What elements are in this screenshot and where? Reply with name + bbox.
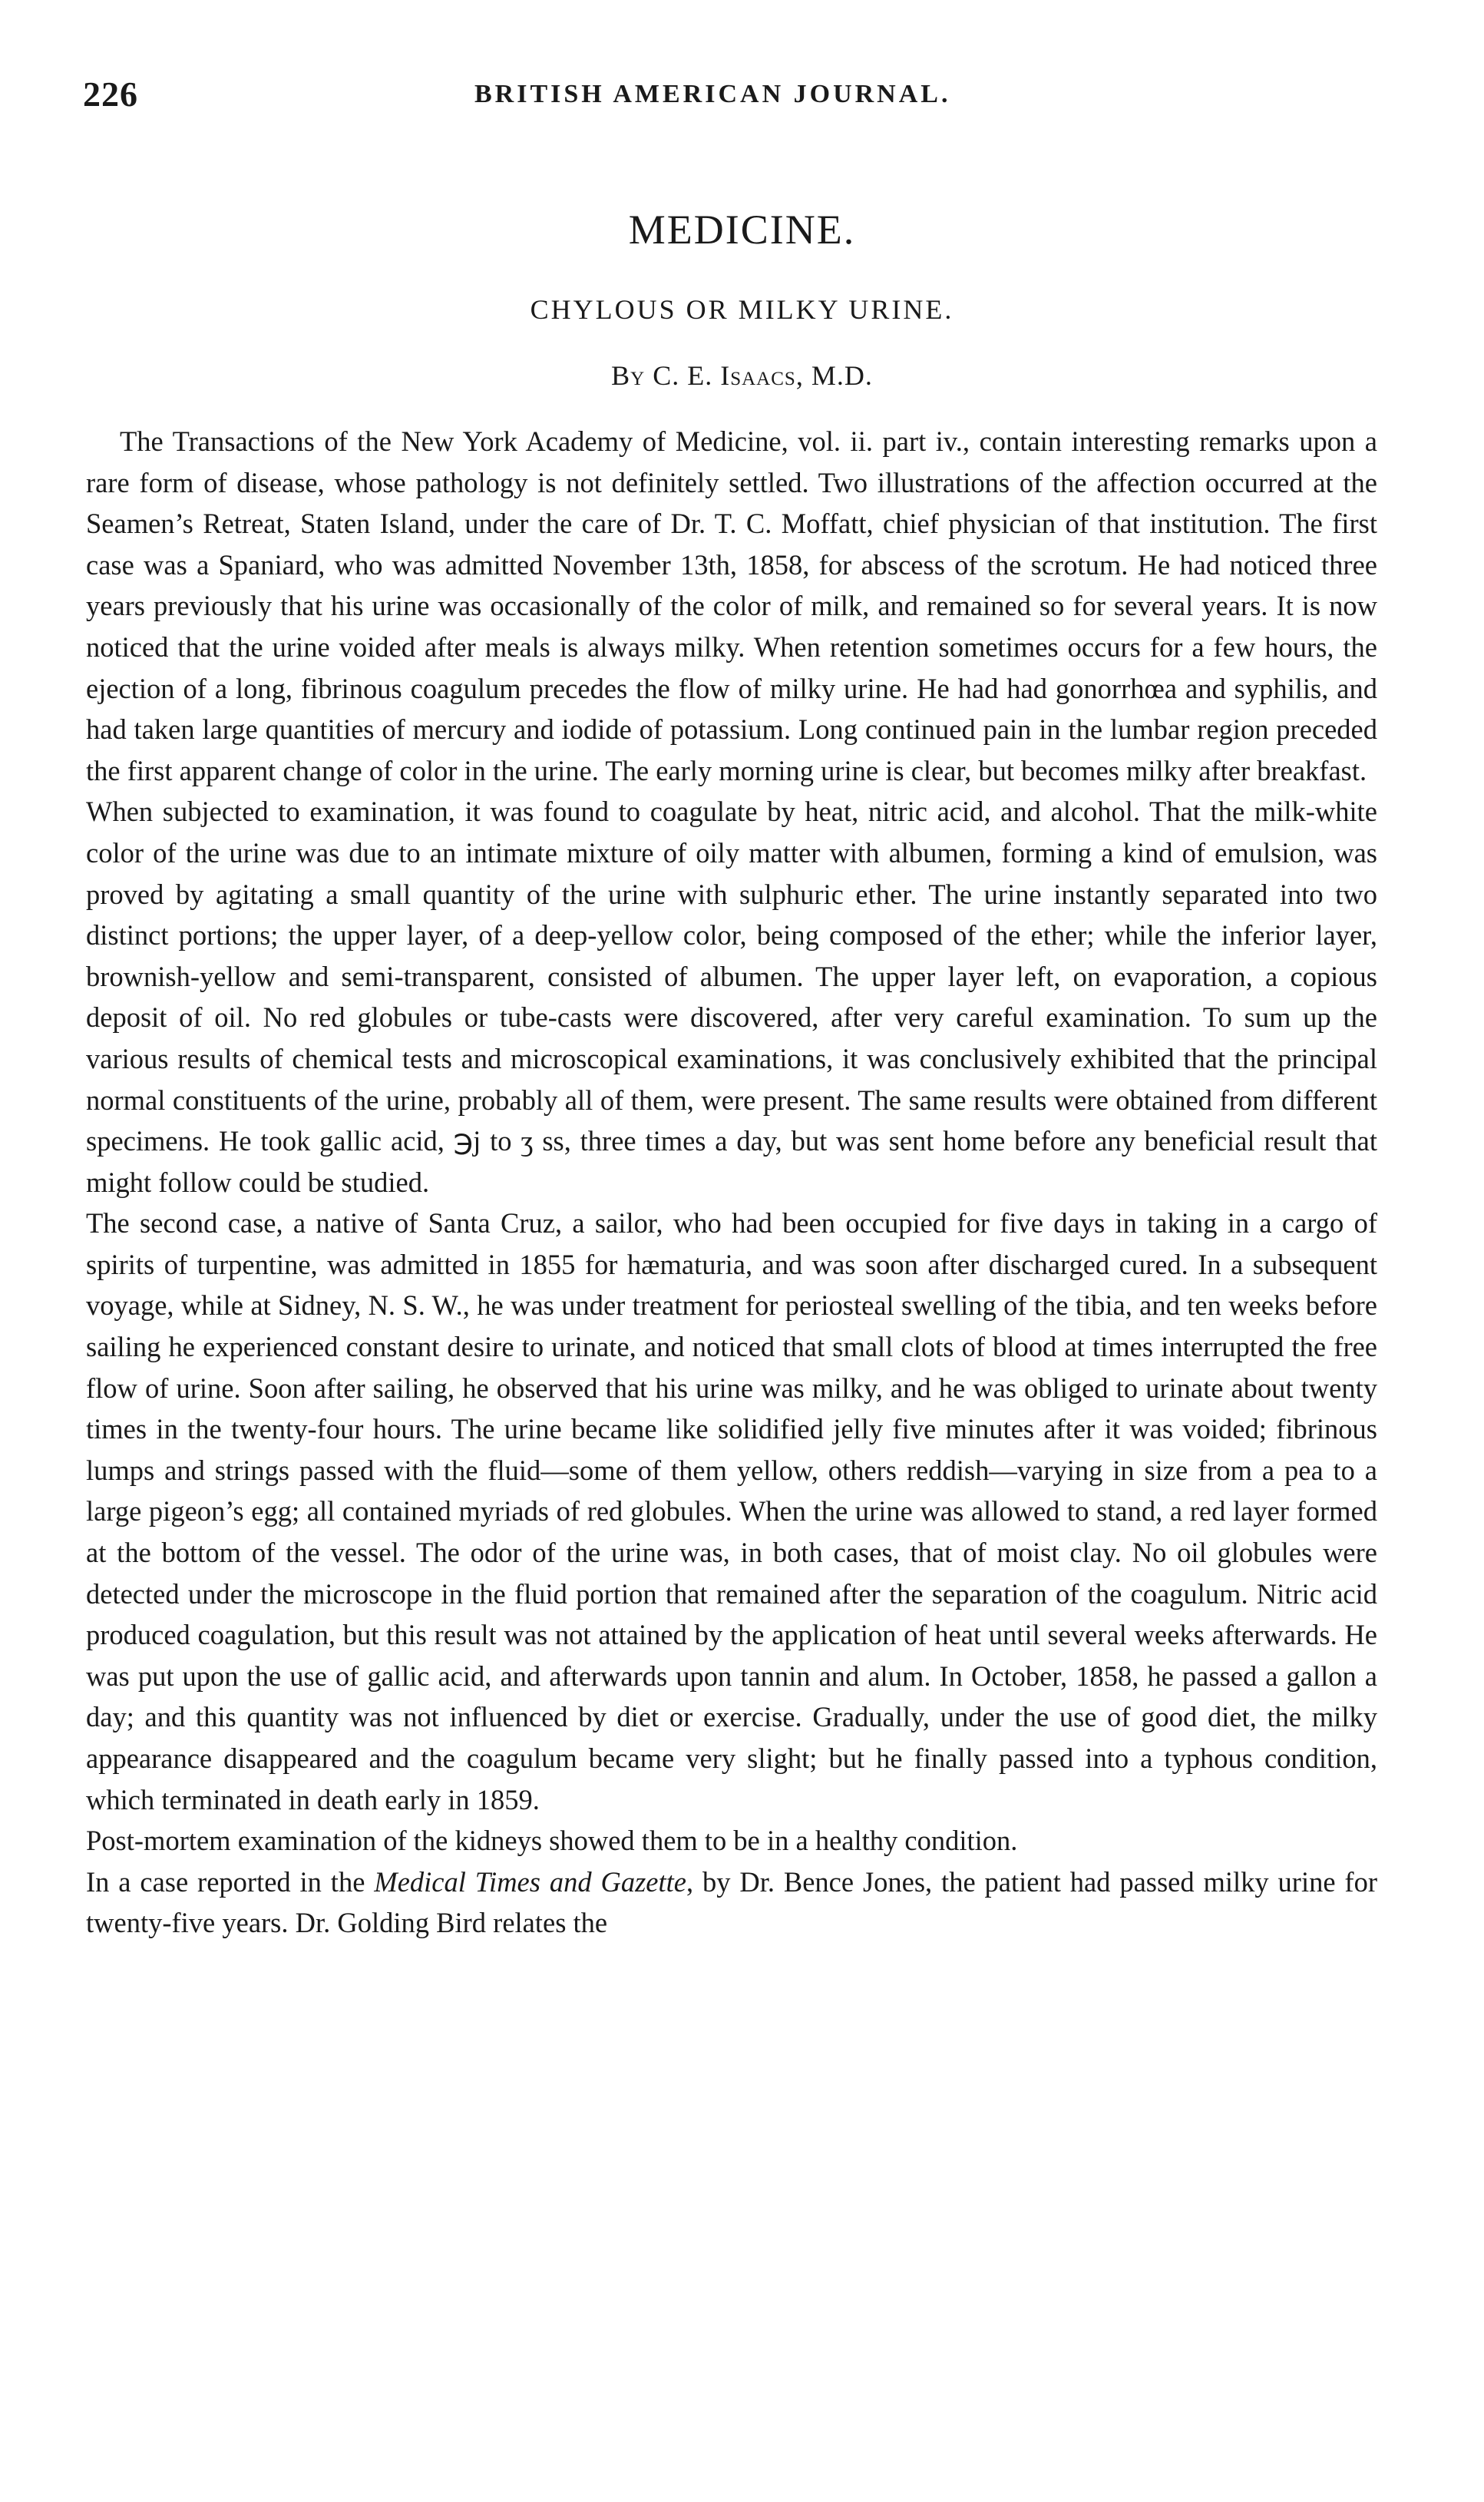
paragraph: Post-mortem examination of the kidneys showed them to be in a healthy condition.	[86, 1825, 1018, 1857]
paragraph: The second case, a native of Santa Cruz, a sailor, who had been occupied for five days in taking in a cargo of spirits of turpentine, was admitted in 1855 for hæmaturia, and was soon after discharged cured. In a subsequent voyage, while at Sidney, N. S. W., he was under treatment for periosteal swelling of the tibia, and ten weeks before sailing he experienced constant desire to urinate, and noticed that small clots of blood at times interrupted the free flow of urine. Soon after sailing, he observed that his urine was milky, and he was obliged to urinate about twenty times in the twenty-four hours. The urine became like solidified jelly five minutes after it was voided; fibrinous lumps and strings passed with the fluid—some of them yellow, others reddish—varying in size from a pea to a large pigeon’s egg; all contained myriads of red globules. When the urine was allowed to stand, a red layer formed at the bottom of the vessel. The odor of the urine was, in both cases, that of moist clay. No oil globules were detected under the microscope in the fluid portion that remained after the separation of the coagulum. Nitric acid produced coagulation, but this result was not attained by the application of heat until several weeks afterwards. He was put upon the use of gallic acid, and afterwards upon tannin and alum. In October, 1858, he passed a gallon a day; and this quantity was not influenced by diet or exercise. Gradually, under the use of good diet, the milky appearance disappeared and the coagulum became very slight; but he finally passed into a typhous condition, which terminated in death early in 1859.	[86, 1207, 1377, 1815]
byline	[0, 359, 1484, 392]
paragraph: The Transactions of the New York Academy of Medicine, vol. ii. part iv., contain interesting remarks upon a rare form of disease, whose pathology is not definitely settled. Two illustrations of the affection occurred at the Seamen’s Retreat, Staten Island, under the care of Dr. T. C. Moffatt, chief physician of that institution. The first case was a Spaniard, who was admitted November 13th, 1858, for abscess of the scrotum. He had noticed three years previously that his urine was occasionally of the color of milk, and remained so for several years. It is now noticed that the urine voided after meals is always milky. When retention sometimes occurs for a few hours, the ejection of a long, fibrinous coagulum precedes the flow of milky urine. He had had gonorrhœa and syphilis, and had taken large quantities of mercury and iodide of potassium. Long continued pain in the lumbar region preceded the first apparent change of color in the urine. The early morning urine is clear, but becomes milky after breakfast.	[86, 425, 1377, 786]
journal-citation: Medical Times and Gazette	[374, 1865, 686, 1898]
byline-prefix: By	[611, 360, 646, 391]
paragraph-text: In a case reported in the	[86, 1865, 375, 1898]
section-title: MEDICINE.	[628, 207, 856, 253]
page-number: 226	[83, 74, 138, 114]
byline-author: C. E. Isaacs, M.D.	[653, 360, 873, 391]
journal-title: BRITISH AMERICAN JOURNAL.	[474, 80, 951, 108]
running-head	[83, 74, 1380, 120]
paragraph: When subjected to examination, it was found to coagulate by heat, nitric acid, and alcohol. That the milk-white color of the urine was due to an intimate mixture of oily matter with albumen, forming a kind of emulsion, was proved by agitating a small quantity of the urine with sulphuric ether. The urine instantly separated into two distinct portions; the upper layer, of a deep-yellow color, being composed of the ether; while the inferior layer, brownish-yellow and semi-transparent, consisted of albumen. The upper layer left, on evaporation, a copious deposit of oil. No red globules or tube-casts were discovered, after very careful examination. To sum up the various results of chemical tests and microscopical examinations, it was conclusively exhibited that the principal normal constituents of the urine, probably all of them, were present. The same results were obtained from different specimens. He took gallic acid, ℈j to ʒ ss, three times a day, but was sent home before any beneficial result that might follow could be studied.	[86, 796, 1377, 1198]
article-body	[86, 421, 1377, 1944]
paragraph	[86, 1862, 1377, 1944]
paragraph-text: , by Dr. Bence Jones, the patient had passed milky urine for twenty-five years. Dr. Golding Bird relates the	[86, 1865, 1377, 1939]
article-title: CHYLOUS OR MILKY URINE.	[530, 294, 954, 325]
